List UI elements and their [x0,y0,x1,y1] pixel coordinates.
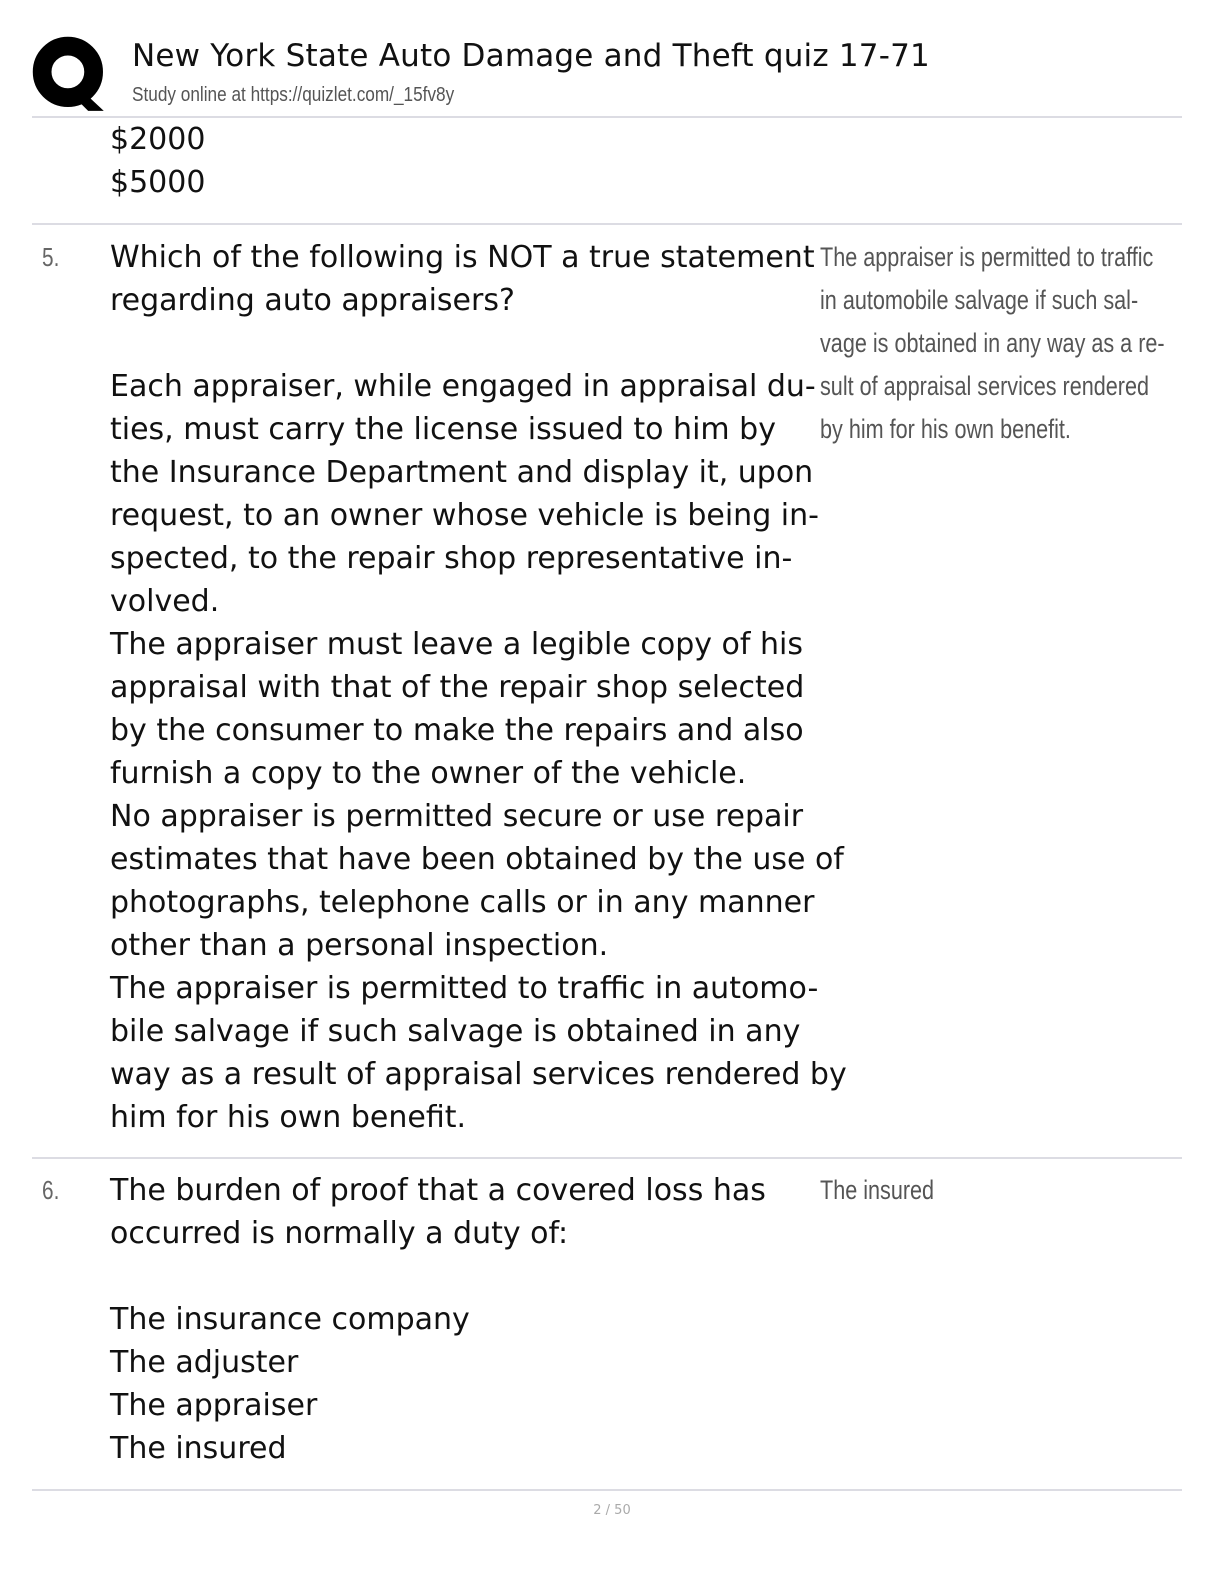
option-line: volved. [110,584,220,619]
answer-line: The insured [820,1175,935,1205]
option-line: The appraiser must leave a legible copy of his [110,627,803,662]
option-line: The appraiser [110,1388,318,1423]
prompt-line: occurred is normally a duty of: [110,1216,569,1251]
option-line: way as a result of appraisal services rendered by [110,1057,847,1092]
option-line: No appraiser is permitted secure or use repair [110,799,804,834]
answer-line: in automobile salvage if such sal- [820,285,1139,315]
option-line: The insured [110,1431,287,1466]
question-5-options [110,365,847,1139]
question-number: 6. [42,1175,60,1205]
option-line: $5000 [110,165,206,200]
option-line: Each appraiser, while engaged in appraisal du- [110,369,816,404]
option-line: furnish a copy to the owner of the vehicle. [110,756,747,791]
option-line: ties, must carry the license issued to him by [110,412,776,447]
question-6-answer [820,1169,934,1212]
option-line: him for his own benefit. [110,1100,467,1135]
answer-line: vage is obtained in any way as a re- [820,328,1165,358]
question-5-answer [820,236,1165,451]
option-line: photographs, telephone calls or in any manner [110,885,815,920]
prompt-line: Which of the following is NOT a true statement [110,240,815,275]
footer-divider [32,1489,1182,1491]
previous-question-options [110,118,205,204]
question-divider [32,1157,1182,1159]
option-line: by the consumer to make the repairs and also [110,713,804,748]
page-number: 2 / 50 [593,1503,631,1518]
option-line: estimates that have been obtained by the use of [110,842,844,877]
question-number: 5. [42,242,60,272]
prompt-line: The burden of proof that a covered loss has [110,1173,766,1208]
option-line: other than a personal inspection. [110,928,609,963]
option-line: The appraiser is permitted to traffic in automo- [110,971,819,1006]
option-line: request, to an owner whose vehicle is being in- [110,498,819,533]
option-line: bile salvage if such salvage is obtained in any [110,1014,801,1049]
question-6-options [110,1298,470,1470]
option-line: The insurance company [110,1302,470,1337]
quizlet-logo-icon [32,36,110,114]
prompt-line: regarding auto appraisers? [110,283,515,318]
option-line: spected, to the repair shop representative in- [110,541,793,576]
question-6-prompt [110,1169,766,1255]
document-title: New York State Auto Damage and Theft quiz 17-71 [132,38,930,74]
answer-line: The appraiser is permitted to traffic [820,242,1154,272]
option-line: appraisal with that of the repair shop selected [110,670,805,705]
page-header [32,30,1182,116]
study-online-link[interactable]: Study online at https://quizlet.com/_15fv8y [132,84,455,106]
option-line: $2000 [110,122,206,157]
option-line: The adjuster [110,1345,299,1380]
answer-line: sult of appraisal services rendered [820,371,1149,401]
option-line: the Insurance Department and display it, upon [110,455,814,490]
question-5-prompt [110,236,815,322]
question-divider [32,223,1182,225]
answer-line: by him for his own benefit. [820,414,1071,444]
